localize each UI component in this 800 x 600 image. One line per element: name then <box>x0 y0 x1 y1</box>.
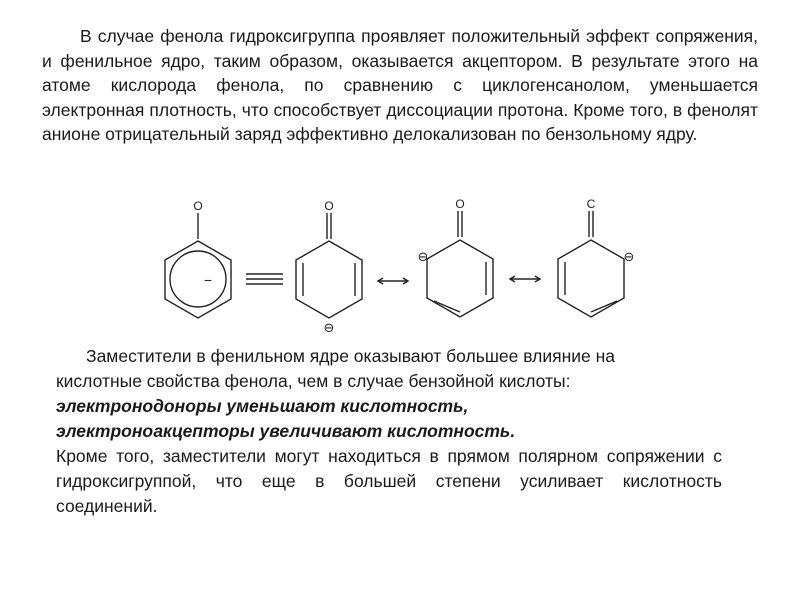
ring <box>558 240 624 317</box>
resonance-arrow <box>510 276 540 282</box>
inner-double-bond <box>591 301 617 312</box>
structure-para-anion <box>296 213 362 318</box>
paragraph-top: В случае фенола гидроксигруппа проявляет положительный эффект сопряжения, и фенильное ядро, таким образом, оказывается акцептором. В результате этого на атоме кислорода фенола, по сравнению с циклогенсанолом, уменьшается электронная плотность, что способствует диссоциации протона. Кроме того, в фенолят анионе отрицательный заряд эффективно делокализован по бензольному ядру. <box>42 26 758 144</box>
equivalence-sign <box>246 274 283 284</box>
minus-sign: − <box>203 272 213 288</box>
charge-symbol: ⊖ <box>323 320 335 335</box>
paragraph-bottom <box>56 344 722 519</box>
structure-ortho-anion <box>427 211 493 317</box>
paragraph-bottom-line1: Заместители в фенильном ядре оказывают большее влияние на <box>86 346 616 366</box>
inner-double-bond <box>434 301 460 312</box>
charge-symbol: ⊖ <box>417 249 429 264</box>
delocalization-circle <box>170 251 226 307</box>
emphasis-donors: электронодоноры уменьшают кислотность, <box>56 396 469 416</box>
ring <box>296 241 362 318</box>
oxygen-label: O <box>193 199 203 213</box>
resonance-arrow <box>378 278 408 284</box>
charge-symbol: ⊖ <box>623 249 635 264</box>
oxygen-label: O <box>324 199 334 213</box>
paragraph-bottom-line2: кислотные свойства фенола, чем в случае бензойной кислоты: <box>56 371 571 391</box>
ring <box>427 240 493 317</box>
structure-ortho-anion-2 <box>558 211 624 317</box>
oxygen-label: O <box>455 197 465 211</box>
emphasis-acceptors: электроноакцепторы увеличивают кислотность. <box>56 421 516 441</box>
paragraph-bottom-rest: Кроме того, заместители могут находиться в прямом полярном сопряжении с гидроксигруппой, что еще в большей степени усиливает кислотность соединений. <box>56 446 722 516</box>
structure-phenoxide-delocalized <box>165 213 231 318</box>
oxygen-label: C <box>586 197 596 211</box>
